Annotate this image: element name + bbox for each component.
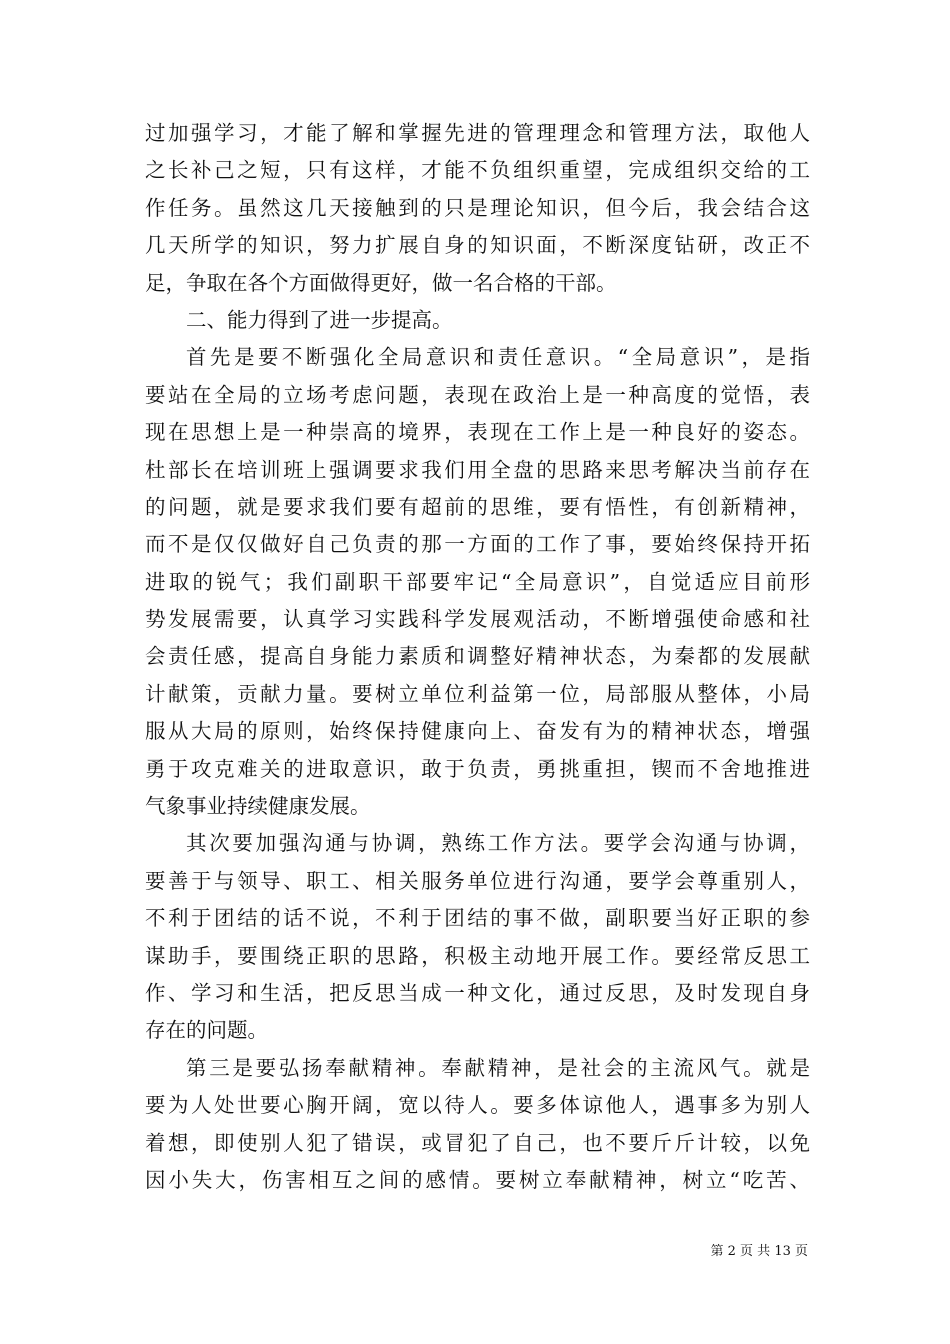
text-line: 二、能力得到了进一步提高。 bbox=[186, 307, 453, 332]
text-line: 势发展需要，认真学习实践科学发展观活动，不断增强使命感和社 bbox=[145, 607, 810, 632]
text-line: 杜部长在培训班上强调要求我们用全盘的思路来思考解决当前存在 bbox=[145, 457, 810, 482]
text-line: 作任务。虽然这几天接触到的只是理论知识，但今后，我会结合这 bbox=[145, 195, 810, 220]
text-line: 要善于与领导、职工、相关服务单位进行沟通，要学会尊重别人， bbox=[145, 868, 810, 893]
text-line: 首先是要不断强化全局意识和责任意识。“全局意识”，是指 bbox=[186, 345, 810, 370]
text-line: 之长补己之短，只有这样，才能不负组织重望，完成组织交给的工 bbox=[145, 158, 810, 183]
text-line: 第三是要弘扬奉献精神。奉献精神，是社会的主流风气。就是 bbox=[186, 1055, 810, 1080]
text-line: 着想，即使别人犯了错误，或冒犯了自己，也不要斤斤计较，以免 bbox=[145, 1130, 810, 1155]
text-line: 存在的问题。 bbox=[145, 1018, 268, 1043]
text-line: 其次要加强沟通与协调，熟练工作方法。要学会沟通与协调， bbox=[186, 831, 810, 856]
text-line: 而不是仅仅做好自己负责的那一方面的工作了事，要始终保持开拓 bbox=[145, 532, 810, 557]
text-line: 要为人处世要心胸开阔，宽以待人。要多体谅他人，遇事多为别人 bbox=[145, 1093, 810, 1118]
page-number-footer: 第 2 页 共 13 页 bbox=[710, 1244, 808, 1259]
text-line: 气象事业持续健康发展。 bbox=[145, 794, 371, 819]
text-line: 作、学习和生活，把反思当成一种文化，通过反思，及时发现自身 bbox=[145, 980, 810, 1005]
text-line: 勇于攻克难关的进取意识，敢于负责，勇挑重担，锲而不舍地推进 bbox=[145, 756, 810, 781]
text-line: 服从大局的原则，始终保持健康向上、奋发有为的精神状态，增强 bbox=[145, 719, 810, 744]
text-line: 现在思想上是一种崇高的境界，表现在工作上是一种良好的姿态。 bbox=[145, 420, 810, 445]
text-line: 足，争取在各个方面做得更好，做一名合格的干部。 bbox=[145, 270, 617, 295]
text-line: 计献策，贡献力量。要树立单位利益第一位，局部服从整体，小局 bbox=[145, 681, 810, 706]
text-line: 进取的锐气；我们副职干部要牢记“全局意识”，自觉适应目前形 bbox=[145, 569, 810, 594]
text-line: 不利于团结的话不说，不利于团结的事不做，副职要当好正职的参 bbox=[145, 906, 810, 931]
text-line: 几天所学的知识，努力扩展自身的知识面，不断深度钻研，改正不 bbox=[145, 233, 810, 258]
text-line: 的问题，就是要求我们要有超前的思维，要有悟性，有创新精神， bbox=[145, 494, 810, 519]
text-line: 谋助手，要围绕正职的思路，积极主动地开展工作。要经常反思工 bbox=[145, 943, 810, 968]
text-line: 因小失大，伤害相互之间的感情。要树立奉献精神，树立“吃苦、 bbox=[145, 1167, 810, 1192]
text-line: 过加强学习，才能了解和掌握先进的管理理念和管理方法，取他人 bbox=[145, 121, 810, 145]
text-line: 会责任感，提高自身能力素质和调整好精神状态，为秦都的发展献 bbox=[145, 644, 810, 669]
text-line: 要站在全局的立场考虑问题，表现在政治上是一种高度的觉悟，表 bbox=[145, 382, 810, 407]
body-text bbox=[145, 115, 810, 1199]
